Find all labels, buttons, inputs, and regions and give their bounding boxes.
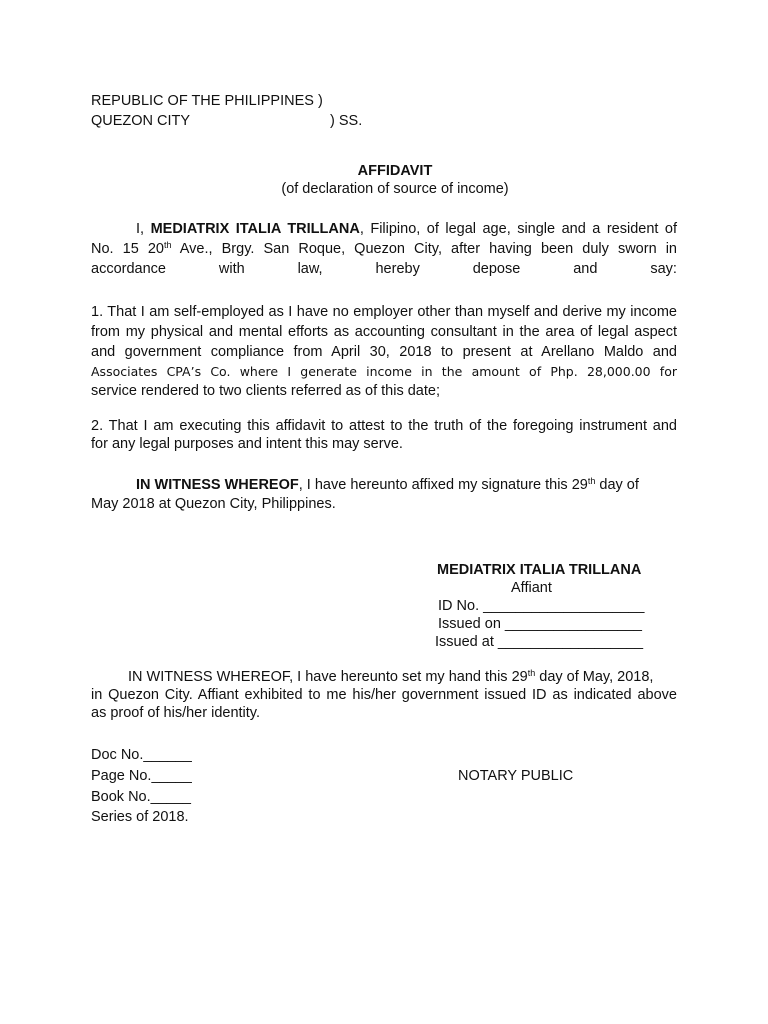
affiant-label: Affiant xyxy=(511,580,552,596)
paragraph-2-line-2: for any legal purposes and intent this may serve. xyxy=(91,436,403,452)
book-number-field: Book No._____ xyxy=(91,789,191,805)
issued-at-field: Issued at __________________ xyxy=(435,634,644,650)
caption-republic: REPUBLIC OF THE PHILIPPINES ) xyxy=(91,93,323,109)
witness-2-line-1: IN WITNESS WHEREOF, I have hereunto set my hand this 29th day of May, 2018, xyxy=(128,668,654,685)
paragraph-2-line-1: 2. That I am executing this affidavit to attest to the truth of the foregoing instrument and xyxy=(91,418,677,434)
affiant-name: MEDIATRIX ITALIA TRILLANA xyxy=(437,562,642,578)
paragraph-1-line-3: and government compliance from April 30, 2018 to present at Arellano Maldo and xyxy=(91,344,677,360)
paragraph-1-line-4: Associates CPA’s Co. where I generate income in the amount of Php. 28,000.00 for xyxy=(91,364,677,379)
intro-line-1 xyxy=(91,220,677,239)
id-number-field: ID No. ____________________ xyxy=(438,598,645,614)
intro-line-3: accordance with law, hereby depose and say: xyxy=(91,261,677,277)
caption-city: QUEZON CITY xyxy=(91,113,191,129)
doc-number-field: Doc No.______ xyxy=(91,747,192,763)
document-subtitle: (of declaration of source of income) xyxy=(281,181,509,197)
issued-on-field: Issued on _________________ xyxy=(438,616,642,632)
intro-prefix: I, xyxy=(136,221,151,237)
intro-line-2: No. 15 20th Ave., Brgy. San Roque, Quezon City, after having been duly sworn in xyxy=(91,240,677,257)
caption-ss: ) SS. xyxy=(330,113,363,129)
document-title: AFFIDAVIT xyxy=(357,163,433,179)
series-field: Series of 2018. xyxy=(91,809,189,825)
page-number-field: Page No._____ xyxy=(91,768,192,784)
affiant-name-inline: MEDIATRIX ITALIA TRILLANA xyxy=(150,221,360,237)
notary-public-label: NOTARY PUBLIC xyxy=(458,768,574,784)
witness-2-line-2: in Quezon City. Affiant exhibited to me his/her government issued ID as indicated above xyxy=(91,687,677,703)
witness-1-line-2: May 2018 at Quezon City, Philippines. xyxy=(91,496,336,512)
witness-1-lead: IN WITNESS WHEREOF xyxy=(136,477,299,493)
witness-2-line-3: as proof of his/her identity. xyxy=(91,705,260,721)
paragraph-1-line-5: service rendered to two clients referred as of this date; xyxy=(91,383,440,399)
paragraph-1-line-1: 1. That I am self-employed as I have no employer other than myself and derive my income xyxy=(91,304,677,320)
intro-line-1-rest: , Filipino, of legal age, single and a resident of xyxy=(359,221,677,237)
paragraph-1-line-2: from my physical and mental efforts as accounting consultant in the area of legal aspect xyxy=(91,324,677,340)
witness-1-line-1: IN WITNESS WHEREOF, I have hereunto affixed my signature this 29th day of xyxy=(136,476,639,493)
